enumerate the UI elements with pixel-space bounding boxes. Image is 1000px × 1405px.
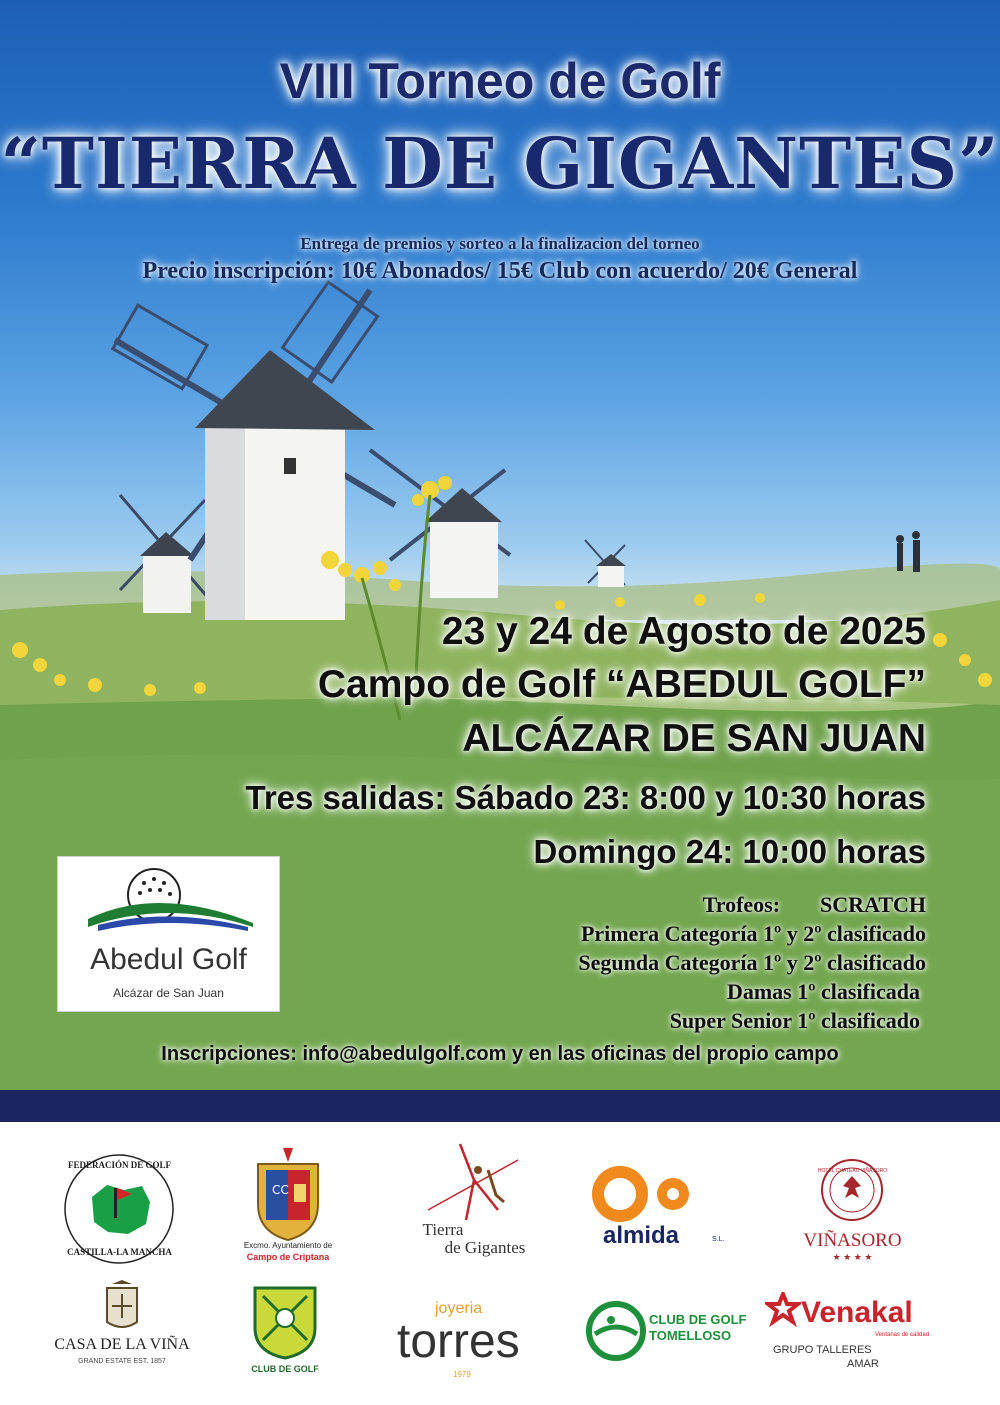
svg-text:CC: CC [272, 1183, 289, 1197]
trophies-scratch: SCRATCH [820, 892, 926, 917]
torres-name: torres [397, 1315, 520, 1368]
tomelloso-line2: TOMELLOSO [649, 1328, 732, 1343]
casa-de-la-vina-logo [52, 1280, 192, 1380]
federacion-bottom-text: CASTILLA-LA MANCHA [67, 1247, 172, 1257]
tierra-line2: de Gigantes [444, 1238, 526, 1257]
vinasoro-name: VIÑASORO [803, 1230, 902, 1251]
tierra-line1: Tierra [422, 1220, 464, 1239]
almida-name: almida [603, 1222, 680, 1249]
venakal-line1: GRUPO TALLERES [773, 1344, 872, 1356]
event-dates: 23 y 24 de Agosto de 2025 [441, 610, 926, 653]
trophy-item: Segunda Categoría 1º y 2º clasificado [578, 950, 926, 975]
joyeria-torres-logo [395, 1300, 550, 1385]
casa-name: CASA DE LA VIÑA [54, 1336, 190, 1353]
federacion-golf-logo [62, 1152, 177, 1267]
venakal-tag: Ventanas de calidad [875, 1332, 930, 1338]
abedul-golf-logo [57, 856, 280, 1012]
windmill-tiny [585, 540, 626, 587]
windmill-medium [370, 450, 510, 598]
crossed-clubs-shield-icon [245, 1280, 325, 1360]
event-venue: Campo de Golf “ABEDUL GOLF” [317, 663, 926, 706]
criptana-line1: Excmo. Ayuntamiento de [243, 1241, 333, 1250]
quixote-figure-icon [408, 1140, 543, 1230]
estate-crest-icon [52, 1280, 192, 1335]
abedul-location: Alcázar de San Juan [113, 986, 224, 1000]
torres-year: 1979 [453, 1370, 471, 1379]
tournament-edition: VIII Torneo de Golf [279, 53, 721, 109]
divider-band [0, 1090, 1000, 1122]
abedul-name: Abedul Golf [90, 943, 247, 976]
venakal-name: Venakal [801, 1296, 913, 1329]
federacion-top-text: FEDERACIÓN DE GOLF [67, 1160, 171, 1170]
trophies-label: Trofeos: [702, 892, 781, 917]
torres-top: joyeria [435, 1300, 483, 1317]
venakal-star-icon [765, 1292, 801, 1328]
sponsors-panel [0, 1122, 1000, 1405]
vinasoro-ring-text: HOTEL CHATEAU VIÑASORO [817, 1168, 888, 1174]
vinasoro-stars: ★ ★ ★ ★ [832, 1252, 873, 1262]
registration-price: Precio inscripción: 10€ Abonados/ 15€ Club con acuerdo/ 20€ General [142, 258, 858, 284]
casa-tag: GRAND ESTATE EST. 1857 [78, 1358, 166, 1365]
tierra-de-gigantes-logo [408, 1140, 543, 1265]
campo-criptana-logo [228, 1144, 348, 1269]
sunday-tee-time: Domingo 24: 10:00 horas [533, 833, 926, 870]
venakal-line2: AMAR [847, 1358, 879, 1370]
trophies-heading [703, 892, 926, 918]
almida-suffix: S.L. [712, 1236, 725, 1243]
venakal-logo [765, 1292, 945, 1387]
trophy-item: Primera Categoría 1º y 2º clasificado [580, 921, 926, 946]
trophy-item: Super Senior 1º clasificado [669, 1008, 920, 1033]
registration-contact: Inscripciones: info@abedulgolf.com y en las oficinas del propio campo [161, 1043, 839, 1065]
criptana-line2: Campo de Criptana [246, 1252, 330, 1262]
club-emblem-label: CLUB DE GOLF [251, 1364, 319, 1374]
coat-of-arms-icon [228, 1144, 348, 1244]
almida-logo [585, 1162, 735, 1257]
tomelloso-line1: CLUB DE GOLF [649, 1312, 747, 1327]
saturday-tee-times: Tres salidas: Sábado 23: 8:00 y 10:30 horas [245, 779, 926, 816]
club-golf-emblem-logo [245, 1280, 325, 1380]
club-golf-tomelloso-logo [585, 1300, 745, 1370]
golf-ball-icon [58, 857, 279, 941]
trophy-item: Damas 1º clasificada [726, 979, 920, 1004]
prizes-note: Entrega de premios y sorteo a la finalizacion del torneo [300, 234, 700, 253]
almida-symbol-icon [585, 1162, 735, 1227]
tournament-title: “TIERRA DE GIGANTES” [0, 122, 1000, 205]
vine-leaf-emblem-icon [795, 1152, 910, 1227]
event-town: ALCÁZAR DE SAN JUAN [462, 717, 926, 760]
vinasoro-logo [795, 1152, 910, 1272]
tomelloso-ring-icon [585, 1300, 647, 1362]
